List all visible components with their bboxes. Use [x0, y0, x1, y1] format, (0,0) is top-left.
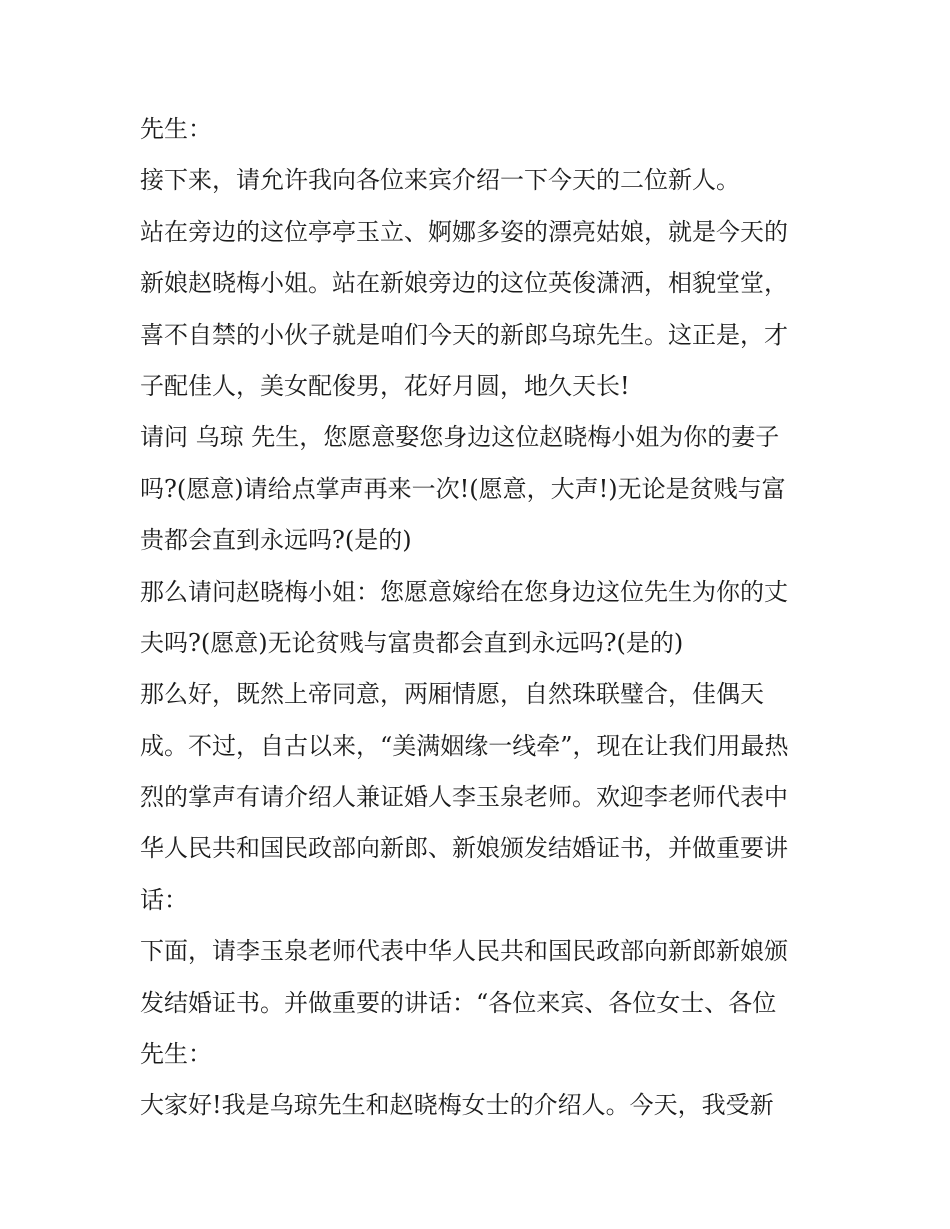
text-line: 那么请问赵晓梅小姐：您愿意嫁给在您身边这位先生为你的丈	[140, 577, 788, 606]
text-line: 大家好!我是乌琼先生和赵晓梅女士的介绍人。今天，我受新	[140, 1091, 774, 1120]
document-body	[140, 104, 820, 1132]
text-line: 请问 乌琼 先生，您愿意娶您身边这位赵晓梅小姐为你的妻子	[140, 423, 780, 452]
text-line: 先生：	[140, 115, 212, 143]
text-line: 华人民共和国民政部向新郎、新娘颁发结婚证书，并做重要讲	[140, 834, 788, 863]
text-line: 接下来，请允许我向各位来宾介绍一下今天的二位新人。	[140, 166, 740, 195]
text-line: 喜不自禁的小伙子就是咱们今天的新郎乌琼先生。这正是，才	[140, 320, 788, 349]
text-line: 夫吗?(愿意)无论贫贱与富贵都会直到永远吗?(是的)	[140, 628, 684, 657]
text-line: 子配佳人，美女配俊男，花好月圆，地久天长!	[140, 371, 630, 400]
text-line: 新娘赵晓梅小姐。站在新娘旁边的这位英俊潇洒，相貌堂堂，	[140, 269, 788, 298]
text-line: 吗?(愿意)请给点掌声再来一次!(愿意，大声!)无论是贫贱与富	[140, 474, 786, 503]
text-line: 下面，请李玉泉老师代表中华人民共和国民政部向新郎新娘颁	[140, 937, 788, 966]
text-line: 站在旁边的这位亭亭玉立、婀娜多姿的漂亮姑娘，就是今天的	[140, 217, 788, 246]
text-line: 话：	[140, 885, 188, 914]
text-line: 成。不过，自古以来，“美满姻缘一线牵”，现在让我们用最热	[140, 731, 789, 760]
text-line: 那么好，既然上帝同意，两厢情愿，自然珠联璧合，佳偶天	[140, 680, 764, 709]
text-line: 贵都会直到永远吗?(是的)	[140, 526, 412, 555]
text-line: 烈的掌声有请介绍人兼证婚人李玉泉老师。欢迎李老师代表中	[140, 783, 788, 812]
text-line: 先生：	[140, 1040, 212, 1069]
text-line: 发结婚证书。并做重要的讲话：“各位来宾、各位女士、各位	[140, 988, 777, 1017]
